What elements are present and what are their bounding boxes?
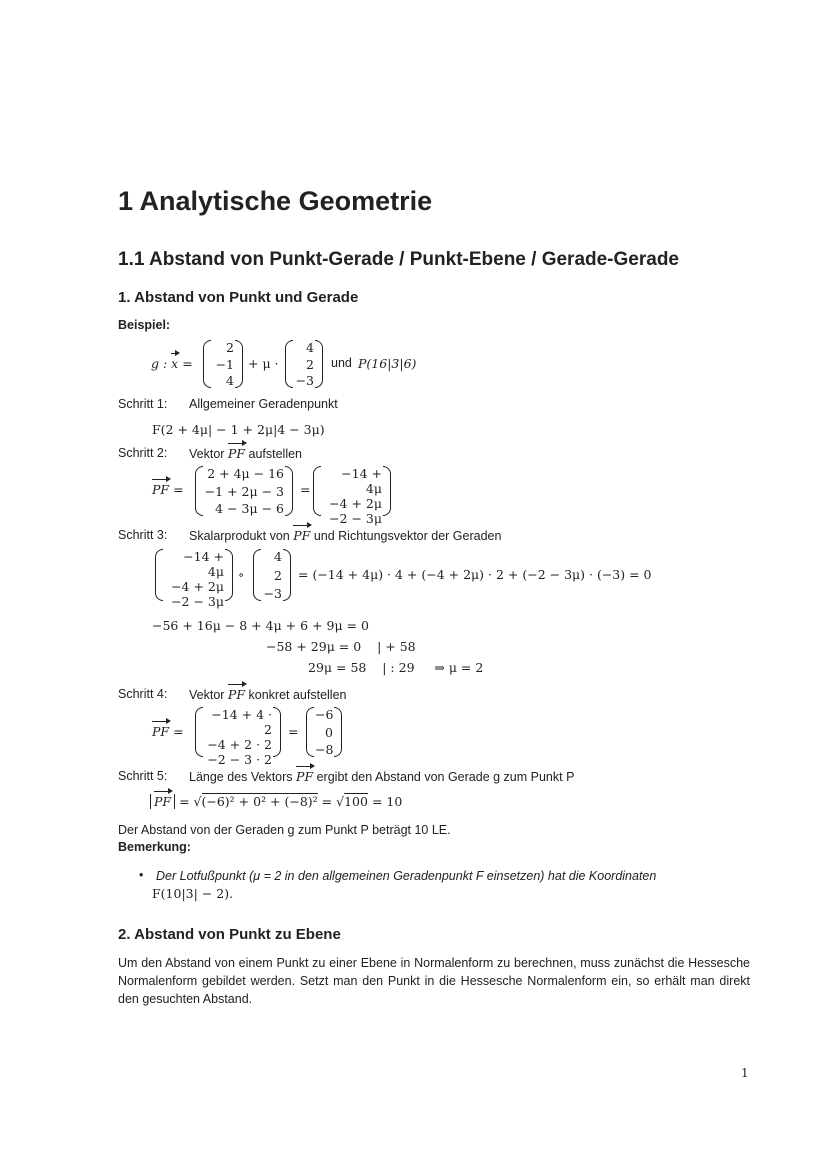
schritt1-formula: F(2 + 4μ| − 1 + 2μ|4 − 3μ) <box>152 422 325 437</box>
beispiel-label: Beispiel: <box>118 318 171 332</box>
schritt2-matrix-2: −14 + 4μ −4 + 2μ −2 − 3μ <box>313 466 391 516</box>
schritt4-lhs: PF = <box>152 724 184 739</box>
schritt3-eq-line2: −58 + 29μ = 0 | + 58 <box>266 639 416 654</box>
circ-operator: ∘ <box>238 567 245 582</box>
paragraph-hessesche: Um den Abstand von einem Punkt zu einer Ebene in Normalenform zu berechnen, muss zunächst die Hessesche Normalenform gebildet werden. Setzt man den Punkt in die Hessesche Normalenform ein, so erhält man direkt den gesuchten Abstand. <box>118 956 750 1006</box>
schritt5-formula: PF = √(−6)² + 0² + (−8)² = √100 = 10 <box>150 794 402 809</box>
schritt3-eq-line3: 29μ = 58 | : 29 ⇒ μ = 2 <box>308 660 484 675</box>
schritt4-matrix-2: −6 0 −8 <box>306 707 342 757</box>
schritt3-eq-line1: −56 + 16μ − 8 + 4μ + 6 + 9μ = 0 <box>152 618 369 633</box>
bullet-line-2: F(10|3| − 2). <box>152 886 234 901</box>
schritt4-eq: = <box>288 724 299 739</box>
section-heading: 1.1 Abstand von Punkt-Gerade / Punkt-Ebene / Gerade-Gerade <box>118 249 679 270</box>
schritt2-text: Vektor PF aufstellen <box>189 446 303 461</box>
bullet-line-1: Der Lotfußpunkt (μ = 2 in den allgemeinen Geradenpunkt F einsetzen) hat die Koordinaten <box>156 869 657 883</box>
schritt2-matrix-1: 2 + 4μ − 16 −1 + 2μ − 3 4 − 3μ − 6 <box>195 466 293 516</box>
schritt1-label: Schritt 1: <box>118 397 168 411</box>
schritt2-label: Schritt 2: <box>118 446 168 460</box>
plus-mu: + μ · <box>248 356 279 371</box>
schritt5-label: Schritt 5: <box>118 769 168 783</box>
bullet-dot: • <box>139 868 144 882</box>
chapter-heading: 1 Analytische Geometrie <box>118 186 433 216</box>
schritt1-text: Allgemeiner Geradenpunkt <box>189 397 338 411</box>
schritt3-matrix-2: 4 2 −3 <box>253 549 291 601</box>
und-text: und <box>331 356 352 370</box>
bemerkung-label: Bemerkung: <box>118 840 191 854</box>
schritt4-text: Vektor PF konkret aufstellen <box>189 687 347 702</box>
schritt3-text: Skalarprodukt von PF und Richtungsvektor der Geraden <box>189 528 502 543</box>
subsection-heading-1: 1. Abstand von Punkt und Gerade <box>118 289 359 306</box>
conclusion-text: Der Abstand von der Geraden g zum Punkt P beträgt 10 LE. <box>118 823 451 837</box>
direction-vector: 4 2 −3 <box>285 340 323 388</box>
schritt2-eq: = <box>300 482 311 497</box>
page-number: 1 <box>741 1066 749 1080</box>
schritt4-matrix-1: −14 + 4 · 2 −4 + 2 · 2 −2 − 3 · 2 <box>195 707 281 757</box>
schritt3-matrix-1: −14 + 4μ −4 + 2μ −2 − 3μ <box>155 549 233 601</box>
schritt4-label: Schritt 4: <box>118 687 168 701</box>
schritt5-text: Länge des Vektors PF ergibt den Abstand von Gerade g zum Punkt P <box>189 769 575 784</box>
subsection-heading-2: 2. Abstand von Punkt zu Ebene <box>118 926 341 943</box>
point-p: P(16|3|6) <box>358 356 417 371</box>
schritt3-label: Schritt 3: <box>118 528 168 542</box>
schritt2-lhs: PF = <box>152 482 184 497</box>
direction-support-vector: 2 −1 4 <box>203 340 243 388</box>
line-g-lhs: g : x = <box>151 356 193 371</box>
schritt3-rhs: = (−14 + 4μ) · 4 + (−4 + 2μ) · 2 + (−2 − 3μ) · (−3) = 0 <box>298 567 652 582</box>
